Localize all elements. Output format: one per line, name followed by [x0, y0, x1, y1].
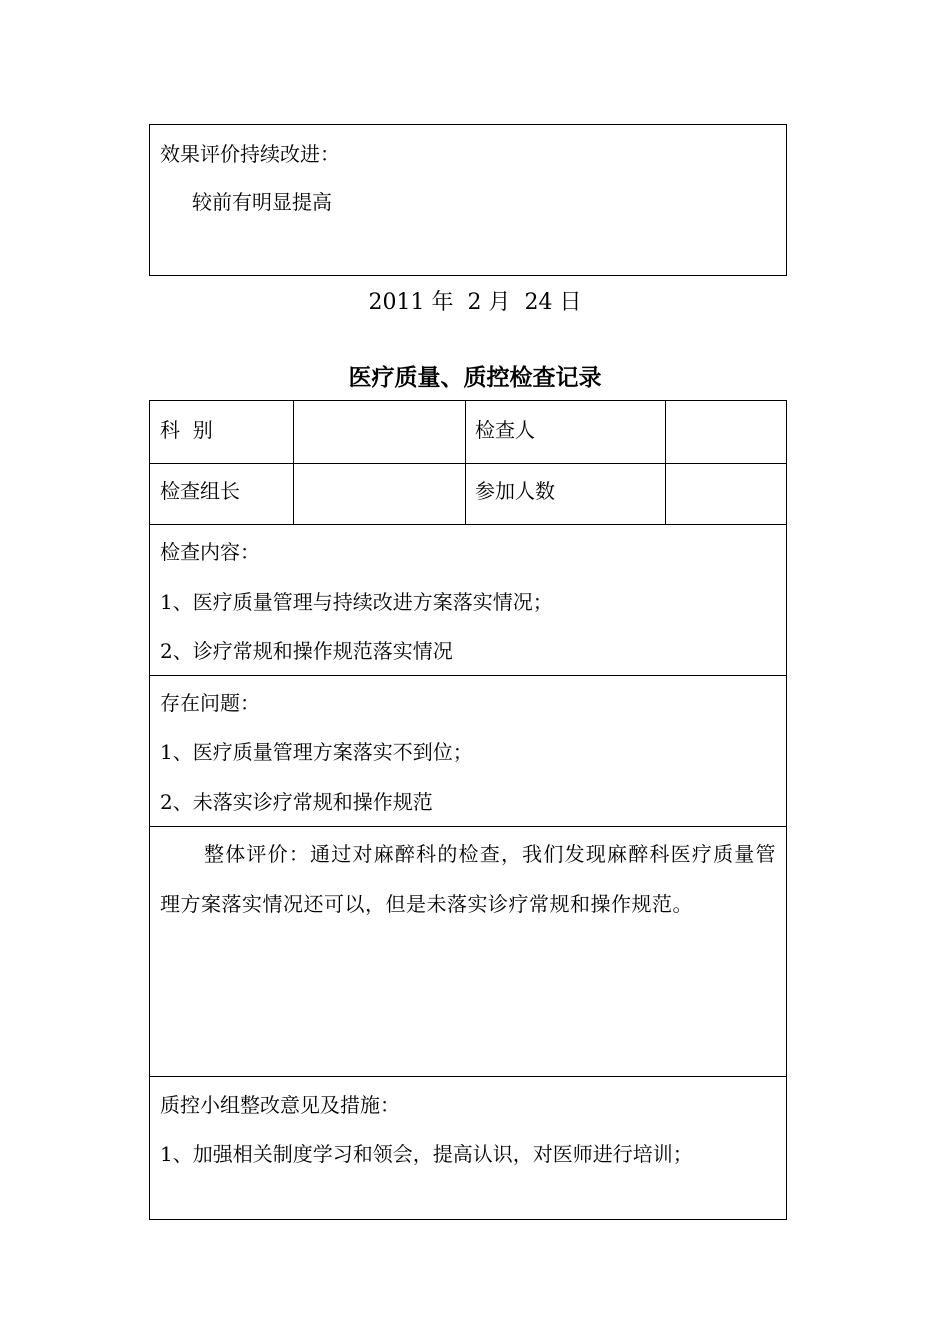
inspector-label: 检查人: [475, 418, 535, 442]
col-divider: [293, 401, 294, 524]
col-divider: [465, 401, 466, 524]
row-divider: [150, 675, 786, 676]
inspection-content-item: 2、诊疗常规和操作规范落实情况: [160, 639, 453, 663]
row-divider: [150, 1076, 786, 1077]
problem-item: 2、未落实诊疗常规和操作规范: [160, 790, 433, 814]
inspection-content-heading: 检查内容：: [160, 540, 260, 564]
measure-item: 1、加强相关制度学习和领会，提高认识，对医师进行培训；: [160, 1142, 693, 1166]
evaluation-improvement-content: 较前有明显提高: [192, 190, 332, 214]
col-divider: [665, 401, 666, 524]
problems-heading: 存在问题：: [160, 691, 260, 715]
row-divider: [150, 524, 786, 525]
problem-item: 1、医疗质量管理方案落实不到位；: [160, 740, 473, 764]
overall-evaluation: 整体评价：通过对麻醉科的检查，我们发现麻醉科医疗质量管理方案落实情况还可以，但是未落实诊疗常规和操作规范。: [160, 842, 776, 916]
row-divider: [150, 463, 786, 464]
evaluation-improvement-label: 效果评价持续改进：: [160, 142, 340, 166]
inspection-record-table: [149, 400, 787, 1220]
record-date: 2011 年 2 月 24 日: [368, 290, 582, 315]
row-divider: [150, 826, 786, 827]
team-leader-label: 检查组长: [160, 479, 240, 503]
inspection-content-item: 1、医疗质量管理与持续改进方案落实情况；: [160, 590, 553, 614]
measures-heading: 质控小组整改意见及措施：: [160, 1093, 400, 1117]
participants-label: 参加人数: [475, 479, 555, 503]
evaluation-improvement-box: [149, 124, 787, 276]
page-title: 医疗质量、质控检查记录: [348, 364, 602, 391]
department-label: 科 别: [160, 418, 213, 442]
